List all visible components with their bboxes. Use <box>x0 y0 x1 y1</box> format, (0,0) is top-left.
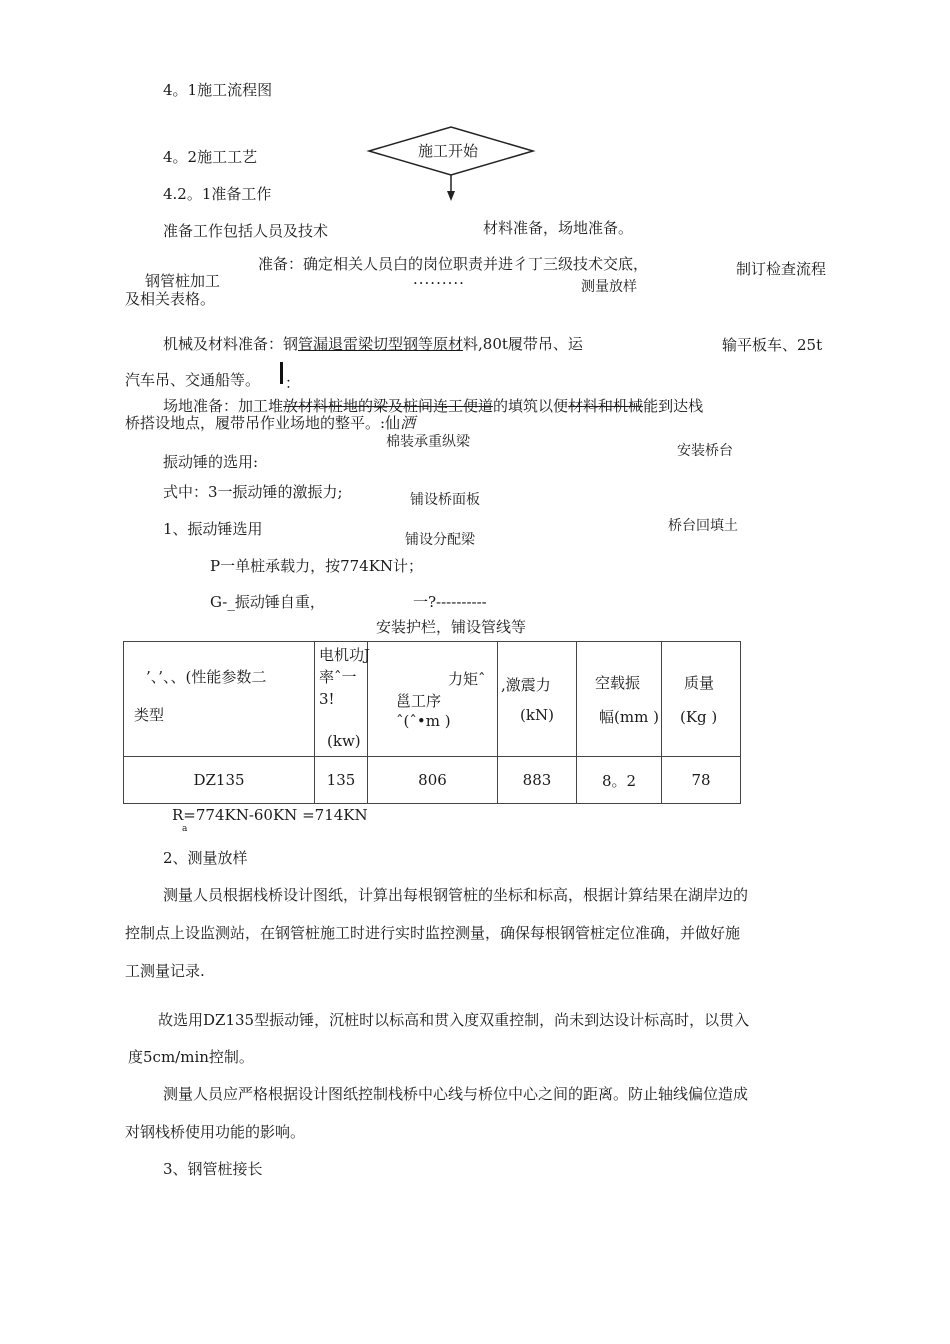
th-torque <box>368 642 498 757</box>
prep-line3: 及相关表格。 <box>125 290 216 308</box>
th-torque-b: 邕工序 <box>396 692 442 710</box>
survey-p1a: 测量人员根据栈桥设计图纸，计算出每根钢管桩的坐标和标高，根据计算结果在湖岸边的 <box>163 886 749 904</box>
flow-checklist: 制订检查流程 <box>736 260 827 278</box>
table-row <box>124 757 741 804</box>
th-amp-b: 幅(mm ) <box>599 708 659 726</box>
cursor-bar <box>280 362 283 384</box>
prep-line6 <box>163 397 703 415</box>
prep-line6e: 能到达栈 <box>643 397 704 415</box>
flow-install-beam: 棉装承重纵梁 <box>386 434 470 450</box>
th-exc-a: ,激震力 <box>501 676 551 694</box>
prep-line7 <box>125 414 415 432</box>
th-type <box>124 642 315 757</box>
prep-line6a: 场地准备：加工堆 <box>163 397 284 415</box>
td-mass: 78 <box>662 757 741 804</box>
prep-line6b: 放材料桩地的梁及桩间连工便道 <box>283 397 494 415</box>
th-torque-c: ˆ(ˆ•m ) <box>396 712 451 730</box>
prep-line4a: 机械及材料准备：钢 <box>163 335 299 353</box>
th-power-a: 电机功J <box>319 646 371 664</box>
flow-abutment-fill: 桥台回填土 <box>668 518 738 534</box>
survey-p2b: 度5cm/min控制。 <box>128 1048 254 1066</box>
prep-line1a: 准备工作包括人员及技术 <box>163 222 329 240</box>
survey-p1b: 控制点上设监测站，在钢管桩施工时进行实时监控测量，确保每根钢管桩定位准确，并做好施 <box>125 924 741 942</box>
hammer-title: 振动锤的选用: <box>163 453 259 471</box>
th-mass-a: 质量 <box>684 674 715 692</box>
flow-start-label: 施工开始 <box>418 142 479 160</box>
th-mass <box>662 642 741 757</box>
prep-line5: 汽车吊、交通船等。 <box>125 371 261 389</box>
survey-p1c: 工测量记录. <box>125 962 205 980</box>
flow-survey: 测量放样 <box>581 279 637 295</box>
hammer-g-def: G-_振动锤自重， <box>210 593 325 611</box>
prep-line5b: ： <box>285 374 301 392</box>
td-model: DZ135 <box>124 757 315 804</box>
prep-line6c: 的填筑以便 <box>493 397 569 415</box>
prep-line1b: 材料准备，场地准备。 <box>483 219 634 237</box>
heading-4-2: 4。2施工工艺 <box>163 148 258 166</box>
prep-line6d: 材料和机械 <box>568 397 644 415</box>
prep-line7a: 桥搭设地点，履带吊作业场地的整平。:仙 <box>125 414 401 432</box>
survey-p3a: 测量人员应严格根据设计图纸控制栈桥中心线与桥位中心之间的距离。防止轴线偏位造成 <box>163 1085 749 1103</box>
prep-line4c: 料,80t履带吊、运 <box>463 335 583 353</box>
th-amp-a: 空载振 <box>595 674 641 692</box>
hammer-overlap: 式中：3一振动锤的激振力; <box>163 483 343 501</box>
th-excitation <box>498 642 577 757</box>
heading-4-2-1: 4.2。1准备工作 <box>163 185 272 203</box>
prep-line7b: 洒 <box>400 414 416 432</box>
formula: R=774KN-60KN =714KN <box>172 806 368 824</box>
flow-bridge-deck: 铺设桥面板 <box>410 492 480 508</box>
survey-item3: 3、钢管桩接长 <box>163 1160 263 1178</box>
flow-dots: ········· <box>413 274 465 292</box>
flow-distribution-beam: 铺设分配梁 <box>405 532 475 548</box>
prep-line4b: 管漏退雷梁切型钢等原材 <box>298 335 464 353</box>
td-amplitude: 8。2 <box>577 757 662 804</box>
th-power-d: (kw) <box>327 732 361 750</box>
flow-railing: 安装护栏，铺设管线等 <box>376 618 527 636</box>
heading-4-1: 4。1施工流程图 <box>163 81 273 99</box>
th-torque-a: 力矩ˆ <box>448 670 486 688</box>
th-power <box>315 642 371 757</box>
flow-pipe-processing: 钢管桩加工 <box>145 272 221 290</box>
hammer-param-table <box>123 641 741 804</box>
th-power-c: 3! <box>319 690 335 708</box>
th-power-b: 率ˆ一 <box>319 668 357 686</box>
hammer-item1: 1、振动锤选用 <box>163 520 263 538</box>
th-type-b: 类型 <box>134 706 165 724</box>
prep-line2: 准备：确定相关人员白的岗位职责并进彳丁三级技术交底， <box>258 255 649 273</box>
survey-p3b: 对钢栈桥使用功能的影响。 <box>125 1123 306 1141</box>
survey-p2a: 故选用DZ135型振动锤，沉桩时以标高和贯入度双重控制，尚未到达设计标高时，以贯入 <box>158 1011 750 1029</box>
th-mass-b: (Kg ) <box>680 708 718 726</box>
hammer-p-def: P一单桩承载力，按774KN计； <box>210 557 424 575</box>
flow-start-diamond <box>366 124 536 204</box>
survey-title: 2、测量放样 <box>163 849 248 867</box>
td-power: 135 <box>315 757 368 804</box>
th-type-a: ’、’、、(性能参数二 <box>146 668 267 686</box>
th-amplitude <box>577 642 662 757</box>
prep-line4 <box>163 335 583 353</box>
hammer-g-tail: 一?---------- <box>413 593 487 611</box>
prep-line4d: 输平板车、25t <box>722 336 823 354</box>
table-header-row <box>124 642 741 757</box>
td-torque: 806 <box>368 757 498 804</box>
formula-subscript: a <box>182 824 188 834</box>
td-excitation: 883 <box>498 757 577 804</box>
th-exc-b: (kN) <box>520 706 554 724</box>
flow-install-abutment: 安装桥台 <box>677 443 733 459</box>
